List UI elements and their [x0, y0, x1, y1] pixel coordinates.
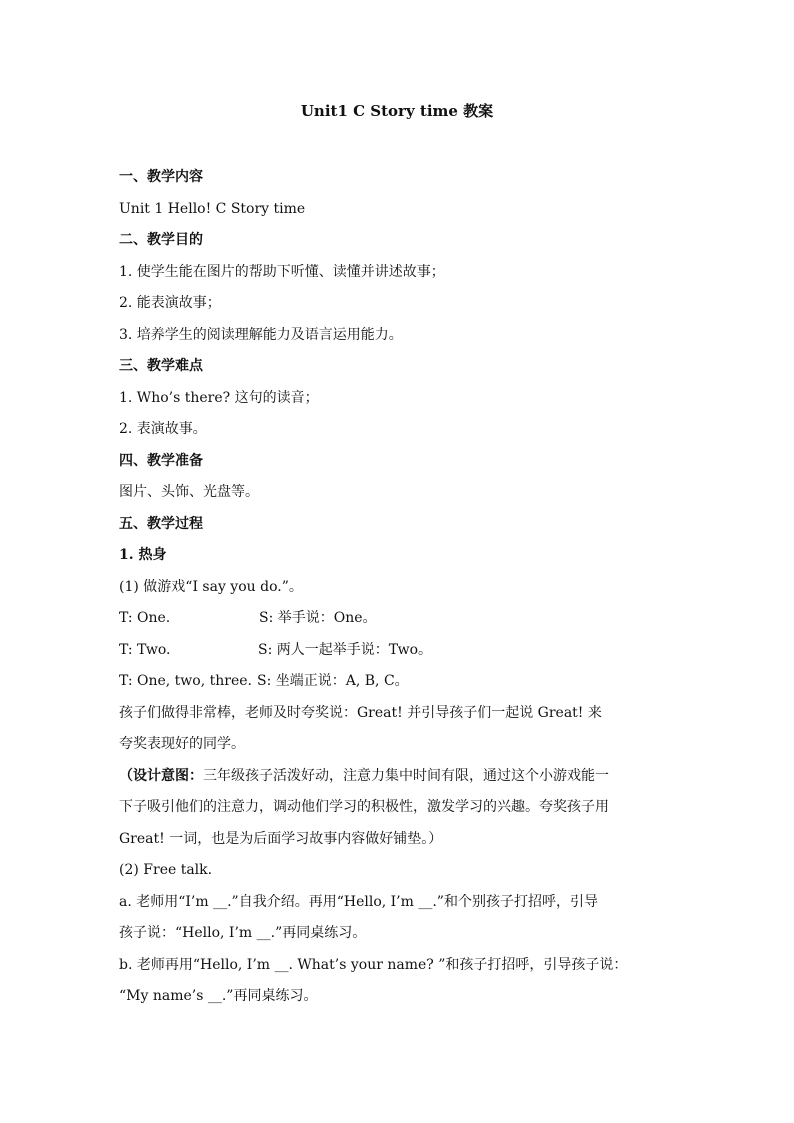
step-b-line: b. 老师再用“Hello, I’m __. What’s your name? ”和孩子打招呼，引导孩子说： — [119, 956, 628, 973]
dialog-row — [119, 635, 679, 667]
design-intent-colon: ： — [189, 767, 203, 784]
dialog-row — [119, 603, 679, 635]
step-a-line: a. 老师用“I’m __.”自我介绍。再用“Hello, I’m __.”和个别孩子打招呼，引导 — [119, 893, 598, 910]
section-heading-process: 五、教学过程 — [119, 515, 203, 532]
section-heading-objectives: 二、教学目的 — [119, 232, 203, 248]
freetalk-line: (2) Free talk. — [119, 862, 213, 878]
design-intent-line: Great! 一词，也是为后面学习故事内容做好铺垫。） — [119, 830, 443, 847]
game-line: (1) 做游戏“I say you do.”。 — [119, 578, 303, 595]
objective-item: 3. 培养学生的阅读理解能力及语言运用能力。 — [119, 326, 403, 343]
difficulty-item: 2. 表演故事。 — [119, 421, 207, 437]
objective-item: 2. 能表演故事； — [119, 295, 221, 311]
dialog-row — [119, 666, 679, 698]
section-heading-preparation: 四、教学准备 — [119, 452, 203, 469]
page-title: Unit1 C Story time 教案 — [300, 102, 494, 120]
design-intent-line: 下子吸引他们的注意力，调动他们学习的积极性，激发学习的兴趣。夸奖孩子用 — [119, 799, 609, 815]
dialog-teacher: T: One. — [119, 610, 171, 626]
design-intent-line — [119, 761, 679, 793]
step-a-line: 孩子说：“Hello, I’m __.”再同桌练习。 — [119, 925, 367, 941]
section-heading-content: 一、教学内容 — [119, 169, 203, 185]
document-body — [119, 162, 679, 1013]
design-intent-text: 三年级孩子活泼好动，注意力集中时间有限，通过这个小游戏能一 — [203, 767, 609, 784]
dialog-student: S: 举手说：One。 — [259, 610, 377, 626]
section-heading-difficulties: 三、教学难点 — [119, 358, 203, 374]
difficulty-item: 1. Who’s there? 这句的读音； — [119, 389, 319, 406]
dialog-student: S: 坐端正说：A, B, C。 — [257, 673, 409, 689]
section-text-preparation: 图片、头饰、光盘等。 — [119, 484, 259, 500]
step-b-line: “My name’s __.”再同桌练习。 — [119, 988, 318, 1004]
praise-line: 孩子们做得非常棒，老师及时夸奖说：Great! 并引导孩子们一起说 Great! 来 — [119, 704, 602, 721]
dialog-student: S: 两人一起举手说：Two。 — [258, 641, 433, 658]
design-intent-label: （设计意图 — [119, 767, 189, 784]
section-text-content: Unit 1 Hello! C Story time — [119, 200, 306, 217]
praise-line: 夸奖表现好的同学。 — [119, 736, 245, 752]
objective-item: 1. 使学生能在图片的帮助下听懂、读懂并讲述故事； — [119, 263, 445, 280]
dialog-teacher: T: Two. — [119, 641, 171, 658]
dialog-teacher: T: One, two, three. — [119, 673, 252, 689]
subsection-heading-warmup: 1. 热身 — [119, 547, 167, 563]
